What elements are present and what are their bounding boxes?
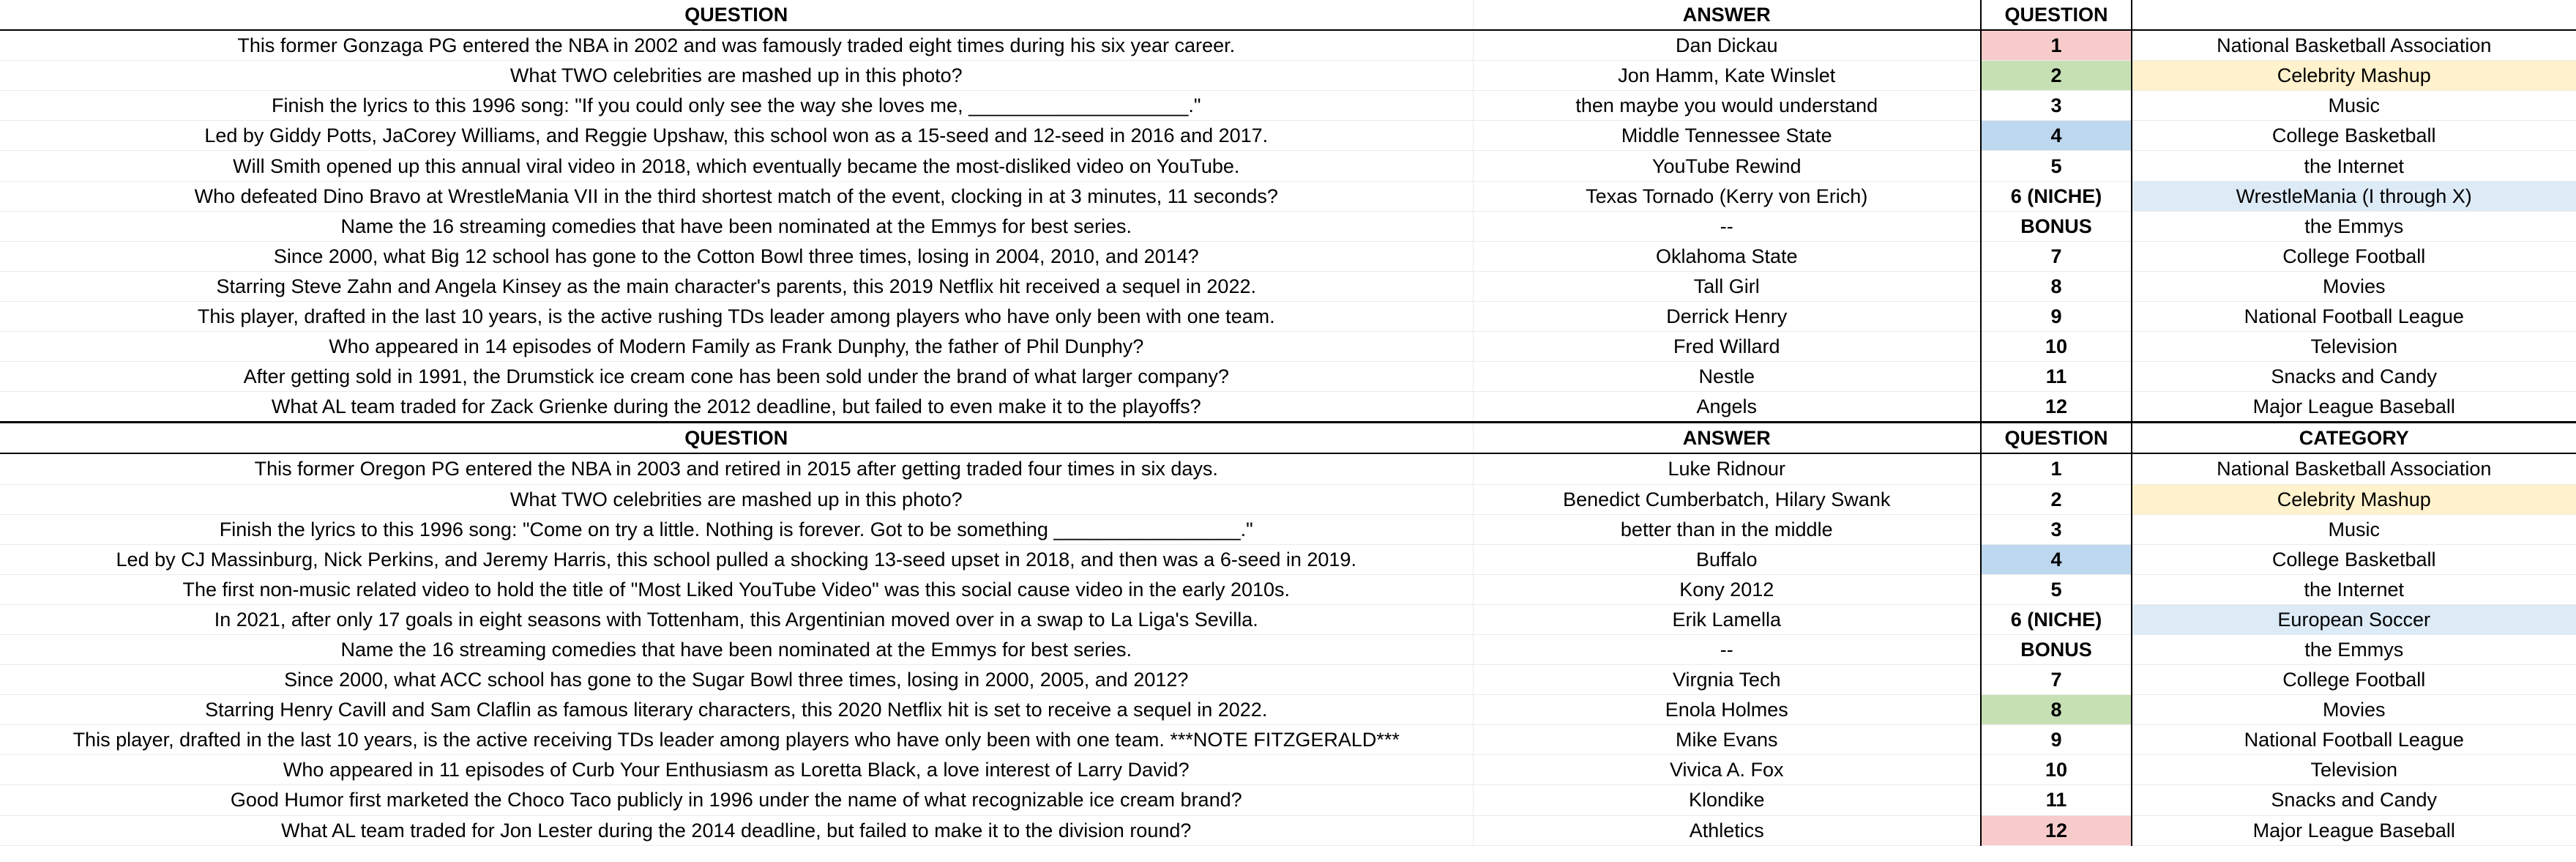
number-cell[interactable]: 9: [1981, 725, 2132, 755]
category-cell[interactable]: Celebrity Mashup: [2132, 484, 2576, 514]
header-question-number[interactable]: QUESTION: [1981, 423, 2132, 454]
number-cell[interactable]: 8: [1981, 695, 2132, 725]
number-cell[interactable]: 6 (NICHE): [1981, 181, 2132, 211]
category-cell[interactable]: the Internet: [2132, 574, 2576, 604]
question-cell[interactable]: Finish the lyrics to this 1996 song: "If you could only see the way she loves me, ____________________.": [0, 91, 1473, 121]
question-cell[interactable]: In 2021, after only 17 goals in eight seasons with Tottenham, this Argentinian moved over in a swap to La Liga's Sevilla.: [0, 604, 1473, 634]
question-cell[interactable]: What AL team traded for Jon Lester during the 2014 deadline, but failed to make it to the division round?: [0, 815, 1473, 845]
answer-cell[interactable]: then maybe you would understand: [1473, 91, 1981, 121]
table-row: [0, 785, 2576, 815]
category-cell[interactable]: Celebrity Mashup: [2132, 61, 2576, 91]
category-cell[interactable]: National Football League: [2132, 725, 2576, 755]
answer-cell[interactable]: Derrick Henry: [1473, 301, 1981, 331]
category-cell[interactable]: College Football: [2132, 241, 2576, 271]
question-cell[interactable]: Starring Henry Cavill and Sam Claflin as famous literary characters, this 2020 Netflix hit is set to receive a sequel in 2022.: [0, 695, 1473, 725]
table-row: [0, 725, 2576, 755]
answer-cell[interactable]: --: [1473, 211, 1981, 241]
answer-cell[interactable]: Virgnia Tech: [1473, 665, 1981, 695]
answer-cell[interactable]: Texas Tornado (Kerry von Erich): [1473, 181, 1981, 211]
answer-cell[interactable]: Enola Holmes: [1473, 695, 1981, 725]
question-cell[interactable]: Name the 16 streaming comedies that have been nominated at the Emmys for best series.: [0, 634, 1473, 664]
header-question[interactable]: QUESTION: [0, 0, 1473, 30]
number-cell[interactable]: 10: [1981, 332, 2132, 362]
table-row: [0, 301, 2576, 331]
table-row: [0, 544, 2576, 574]
answer-cell[interactable]: YouTube Rewind: [1473, 151, 1981, 181]
answer-cell[interactable]: Athletics: [1473, 815, 1981, 845]
table-row: [0, 241, 2576, 271]
answer-cell[interactable]: --: [1473, 634, 1981, 664]
table-row: [0, 665, 2576, 695]
header-question-number[interactable]: QUESTION: [1981, 0, 2132, 30]
category-cell[interactable]: Major League Baseball: [2132, 392, 2576, 423]
number-cell[interactable]: 4: [1981, 544, 2132, 574]
question-cell[interactable]: This player, drafted in the last 10 years, is the active rushing TDs leader among players who have only been with one team.: [0, 301, 1473, 331]
number-cell[interactable]: 2: [1981, 61, 2132, 91]
number-cell[interactable]: BONUS: [1981, 634, 2132, 664]
category-cell[interactable]: Snacks and Candy: [2132, 785, 2576, 815]
number-cell[interactable]: 1: [1981, 30, 2132, 61]
question-cell[interactable]: Name the 16 streaming comedies that have been nominated at the Emmys for best series.: [0, 211, 1473, 241]
answer-cell[interactable]: Nestle: [1473, 362, 1981, 392]
category-cell[interactable]: College Football: [2132, 665, 2576, 695]
number-cell[interactable]: 5: [1981, 574, 2132, 604]
category-cell[interactable]: the Emmys: [2132, 211, 2576, 241]
question-cell[interactable]: Who appeared in 14 episodes of Modern Family as Frank Dunphy, the father of Phil Dunphy?: [0, 332, 1473, 362]
question-cell[interactable]: Starring Steve Zahn and Angela Kinsey as the main character's parents, this 2019 Netflix hit received a sequel in 2022.: [0, 271, 1473, 301]
question-cell[interactable]: Good Humor first marketed the Choco Taco publicly in 1996 under the name of what recognizable ice cream brand?: [0, 785, 1473, 815]
category-cell[interactable]: College Basketball: [2132, 544, 2576, 574]
header-row: [0, 0, 2576, 30]
category-cell[interactable]: Snacks and Candy: [2132, 362, 2576, 392]
question-cell[interactable]: The first non-music related video to hold the title of "Most Liked YouTube Video" was this social cause video in the early 2010s.: [0, 574, 1473, 604]
table-row: [0, 514, 2576, 544]
category-cell[interactable]: College Basketball: [2132, 121, 2576, 151]
question-cell[interactable]: This former Gonzaga PG entered the NBA in 2002 and was famously traded eight times during his six year career.: [0, 30, 1473, 61]
table-row: [0, 61, 2576, 91]
table-row: [0, 574, 2576, 604]
table-row: [0, 634, 2576, 664]
number-cell[interactable]: 10: [1981, 755, 2132, 785]
category-cell[interactable]: National Basketball Association: [2132, 30, 2576, 61]
table-row: [0, 484, 2576, 514]
header-answer[interactable]: ANSWER: [1473, 0, 1981, 30]
category-cell[interactable]: Television: [2132, 755, 2576, 785]
table-row: [0, 271, 2576, 301]
number-cell[interactable]: 7: [1981, 241, 2132, 271]
number-cell[interactable]: 3: [1981, 91, 2132, 121]
header-category[interactable]: [2132, 0, 2576, 30]
question-cell[interactable]: What TWO celebrities are mashed up in this photo?: [0, 61, 1473, 91]
answer-cell[interactable]: Vivica A. Fox: [1473, 755, 1981, 785]
answer-cell[interactable]: better than in the middle: [1473, 514, 1981, 544]
answer-cell[interactable]: Luke Ridnour: [1473, 453, 1981, 484]
category-cell[interactable]: European Soccer: [2132, 604, 2576, 634]
number-cell[interactable]: 2: [1981, 484, 2132, 514]
category-cell[interactable]: Major League Baseball: [2132, 815, 2576, 845]
question-cell[interactable]: Who appeared in 11 episodes of Curb Your Enthusiasm as Loretta Black, a love interest of Larry David?: [0, 755, 1473, 785]
question-cell[interactable]: Since 2000, what ACC school has gone to the Sugar Bowl three times, losing in 2000, 2005, and 2012?: [0, 665, 1473, 695]
category-cell[interactable]: Movies: [2132, 695, 2576, 725]
answer-cell[interactable]: Angels: [1473, 392, 1981, 423]
answer-cell[interactable]: Erik Lamella: [1473, 604, 1981, 634]
question-cell[interactable]: Since 2000, what Big 12 school has gone to the Cotton Bowl three times, losing in 2004, 2010, and 2014?: [0, 241, 1473, 271]
answer-cell[interactable]: Benedict Cumberbatch, Hilary Swank: [1473, 484, 1981, 514]
number-cell[interactable]: 7: [1981, 665, 2132, 695]
number-cell[interactable]: 6 (NICHE): [1981, 604, 2132, 634]
question-cell[interactable]: This former Oregon PG entered the NBA in 2003 and retired in 2015 after getting traded four times in six days.: [0, 453, 1473, 484]
header-answer[interactable]: ANSWER: [1473, 423, 1981, 454]
question-cell[interactable]: This player, drafted in the last 10 years, is the active receiving TDs leader among players who have only been with one team. ***NOTE FITZGERALD***: [0, 725, 1473, 755]
table-row: [0, 362, 2576, 392]
table-row: [0, 181, 2576, 211]
header-question[interactable]: QUESTION: [0, 423, 1473, 454]
category-cell[interactable]: Music: [2132, 91, 2576, 121]
number-cell[interactable]: 12: [1981, 815, 2132, 845]
category-cell[interactable]: Movies: [2132, 271, 2576, 301]
question-cell[interactable]: What AL team traded for Zack Grienke during the 2012 deadline, but failed to even make it to the playoffs?: [0, 392, 1473, 423]
question-cell[interactable]: Led by Giddy Potts, JaCorey Williams, and Reggie Upshaw, this school won as a 15-seed and 12-seed in 2016 and 2017.: [0, 121, 1473, 151]
table-row: [0, 755, 2576, 785]
number-cell[interactable]: 8: [1981, 271, 2132, 301]
table-row: [0, 211, 2576, 241]
answer-cell[interactable]: Klondike: [1473, 785, 1981, 815]
number-cell[interactable]: 4: [1981, 121, 2132, 151]
category-cell[interactable]: Television: [2132, 332, 2576, 362]
question-cell[interactable]: Led by CJ Massinburg, Nick Perkins, and Jeremy Harris, this school pulled a shocking 13-seed upset in 2018, and then was a 6-seed in 2019.: [0, 544, 1473, 574]
header-row: [0, 423, 2576, 454]
answer-cell[interactable]: Middle Tennessee State: [1473, 121, 1981, 151]
answer-cell[interactable]: Fred Willard: [1473, 332, 1981, 362]
answer-cell[interactable]: Kony 2012: [1473, 574, 1981, 604]
number-cell[interactable]: 5: [1981, 151, 2132, 181]
table-row: [0, 453, 2576, 484]
answer-cell[interactable]: Oklahoma State: [1473, 241, 1981, 271]
number-cell[interactable]: 12: [1981, 392, 2132, 423]
number-cell[interactable]: BONUS: [1981, 211, 2132, 241]
table-row: [0, 604, 2576, 634]
answer-cell[interactable]: Dan Dickau: [1473, 30, 1981, 61]
table-row: [0, 815, 2576, 845]
number-cell[interactable]: 1: [1981, 453, 2132, 484]
table-row: [0, 30, 2576, 61]
category-cell[interactable]: WrestleMania (I through X): [2132, 181, 2576, 211]
answer-cell[interactable]: Buffalo: [1473, 544, 1981, 574]
table-row: [0, 121, 2576, 151]
number-cell[interactable]: 11: [1981, 785, 2132, 815]
category-cell[interactable]: the Emmys: [2132, 634, 2576, 664]
table-row: [0, 151, 2576, 181]
table-row: [0, 392, 2576, 423]
question-cell[interactable]: Will Smith opened up this annual viral video in 2018, which eventually became the most-disliked video on YouTube.: [0, 151, 1473, 181]
number-cell[interactable]: 11: [1981, 362, 2132, 392]
category-cell[interactable]: National Basketball Association: [2132, 453, 2576, 484]
number-cell[interactable]: 3: [1981, 514, 2132, 544]
answer-cell[interactable]: Jon Hamm, Kate Winslet: [1473, 61, 1981, 91]
category-cell[interactable]: Music: [2132, 514, 2576, 544]
answer-cell[interactable]: Mike Evans: [1473, 725, 1981, 755]
table-row: [0, 91, 2576, 121]
question-cell[interactable]: What TWO celebrities are mashed up in this photo?: [0, 484, 1473, 514]
category-cell[interactable]: National Football League: [2132, 301, 2576, 331]
category-cell[interactable]: the Internet: [2132, 151, 2576, 181]
question-cell[interactable]: After getting sold in 1991, the Drumstick ice cream cone has been sold under the brand of what larger company?: [0, 362, 1473, 392]
question-cell[interactable]: Who defeated Dino Bravo at WrestleMania VII in the third shortest match of the event, clocking in at 3 minutes, 11 seconds?: [0, 181, 1473, 211]
header-category[interactable]: CATEGORY: [2132, 423, 2576, 454]
number-cell[interactable]: 9: [1981, 301, 2132, 331]
table-row: [0, 695, 2576, 725]
answer-cell[interactable]: Tall Girl: [1473, 271, 1981, 301]
table-row: [0, 332, 2576, 362]
question-cell[interactable]: Finish the lyrics to this 1996 song: "Come on try a little. Nothing is forever. Got to be something _________________.": [0, 514, 1473, 544]
